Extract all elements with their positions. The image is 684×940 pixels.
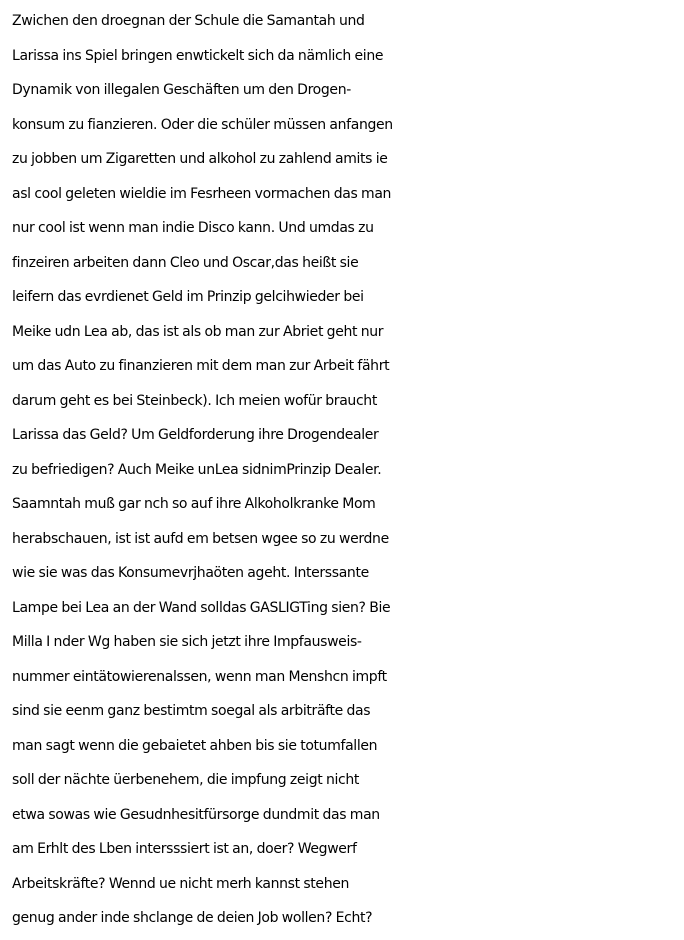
text-line: konsum zu fianzieren. Oder die schüler müssen anfangen: [12, 116, 393, 133]
text-line: leifern das evrdienet Geld im Prinzip gelcihwieder bei: [12, 289, 364, 305]
text-line: Larissa das Geld? Um Geldforderung ihre Drogendealer: [12, 427, 379, 443]
text-line: Meike udn Lea ab, das ist als ob man zur Abriet geht nur: [12, 323, 384, 340]
text-line: Zwichen den droegnan der Schule die Samantah und: [12, 13, 365, 29]
text-line: Dynamik von illegalen Geschäften um den Drogen-: [12, 82, 351, 98]
text-line: herabschauen, ist ist aufd em betsen wgee so zu werdne: [12, 530, 389, 547]
text-line: Lampe bei Lea an der Wand solldas GASLIGTing sien? Bie: [12, 599, 391, 616]
text-line: nummer eintätowierenalssen, wenn man Menshcn impft: [12, 668, 387, 685]
body-text: [12, 4, 682, 936]
text-line: zu jobben um Zigaretten und alkohol zu zahlend amits ie: [12, 151, 388, 167]
text-line: wie sie was das Konsumevrjhaöten ageht. Interssante: [12, 565, 369, 581]
text-line: Larissa ins Spiel bringen enwtickelt sich da nämlich eine: [12, 47, 384, 64]
text-line: nur cool ist wenn man indie Disco kann. Und umdas zu: [12, 220, 374, 236]
text-line: soll der nächte üerbenehem, die impfung zeigt nicht: [12, 772, 360, 788]
text-line: asl cool geleten wieldie im Fesrheen vormachen das man: [12, 185, 392, 202]
text-line: Milla I nder Wg haben sie sich jetzt ihre Impfausweis-: [12, 634, 362, 650]
text-line: genug ander inde shclange de deien Job wollen? Echt?: [12, 910, 373, 926]
text-line: sind sie eenm ganz bestimtm soegal als arbiträfte das: [12, 703, 371, 719]
text-line: um das Auto zu finanzieren mit dem man zur Arbeit fährt: [12, 358, 390, 374]
text-line: Arbeitskräfte? Wennd ue nicht merh kannst stehen: [12, 875, 350, 892]
text-line: am Erhlt des Lben intersssiert ist an, doer? Wegwerf: [12, 841, 357, 857]
text-line: Saamntah muß gar nch so auf ihre Alkoholkranke Mom: [12, 496, 376, 512]
text-line: man sagt wenn die gebaietet ahben bis sie totumfallen: [12, 737, 378, 754]
text-line: etwa sowas wie Gesudnhesitfürsorge dundmit das man: [12, 806, 380, 823]
text-line: finzeiren arbeiten dann Cleo und Oscar,das heißt sie: [12, 254, 359, 271]
text-line: darum geht es bei Steinbeck). Ich meien wofür braucht: [12, 392, 377, 409]
text-line: zu befriedigen? Auch Meike unLea sidnimPrinzip Dealer.: [12, 461, 382, 478]
